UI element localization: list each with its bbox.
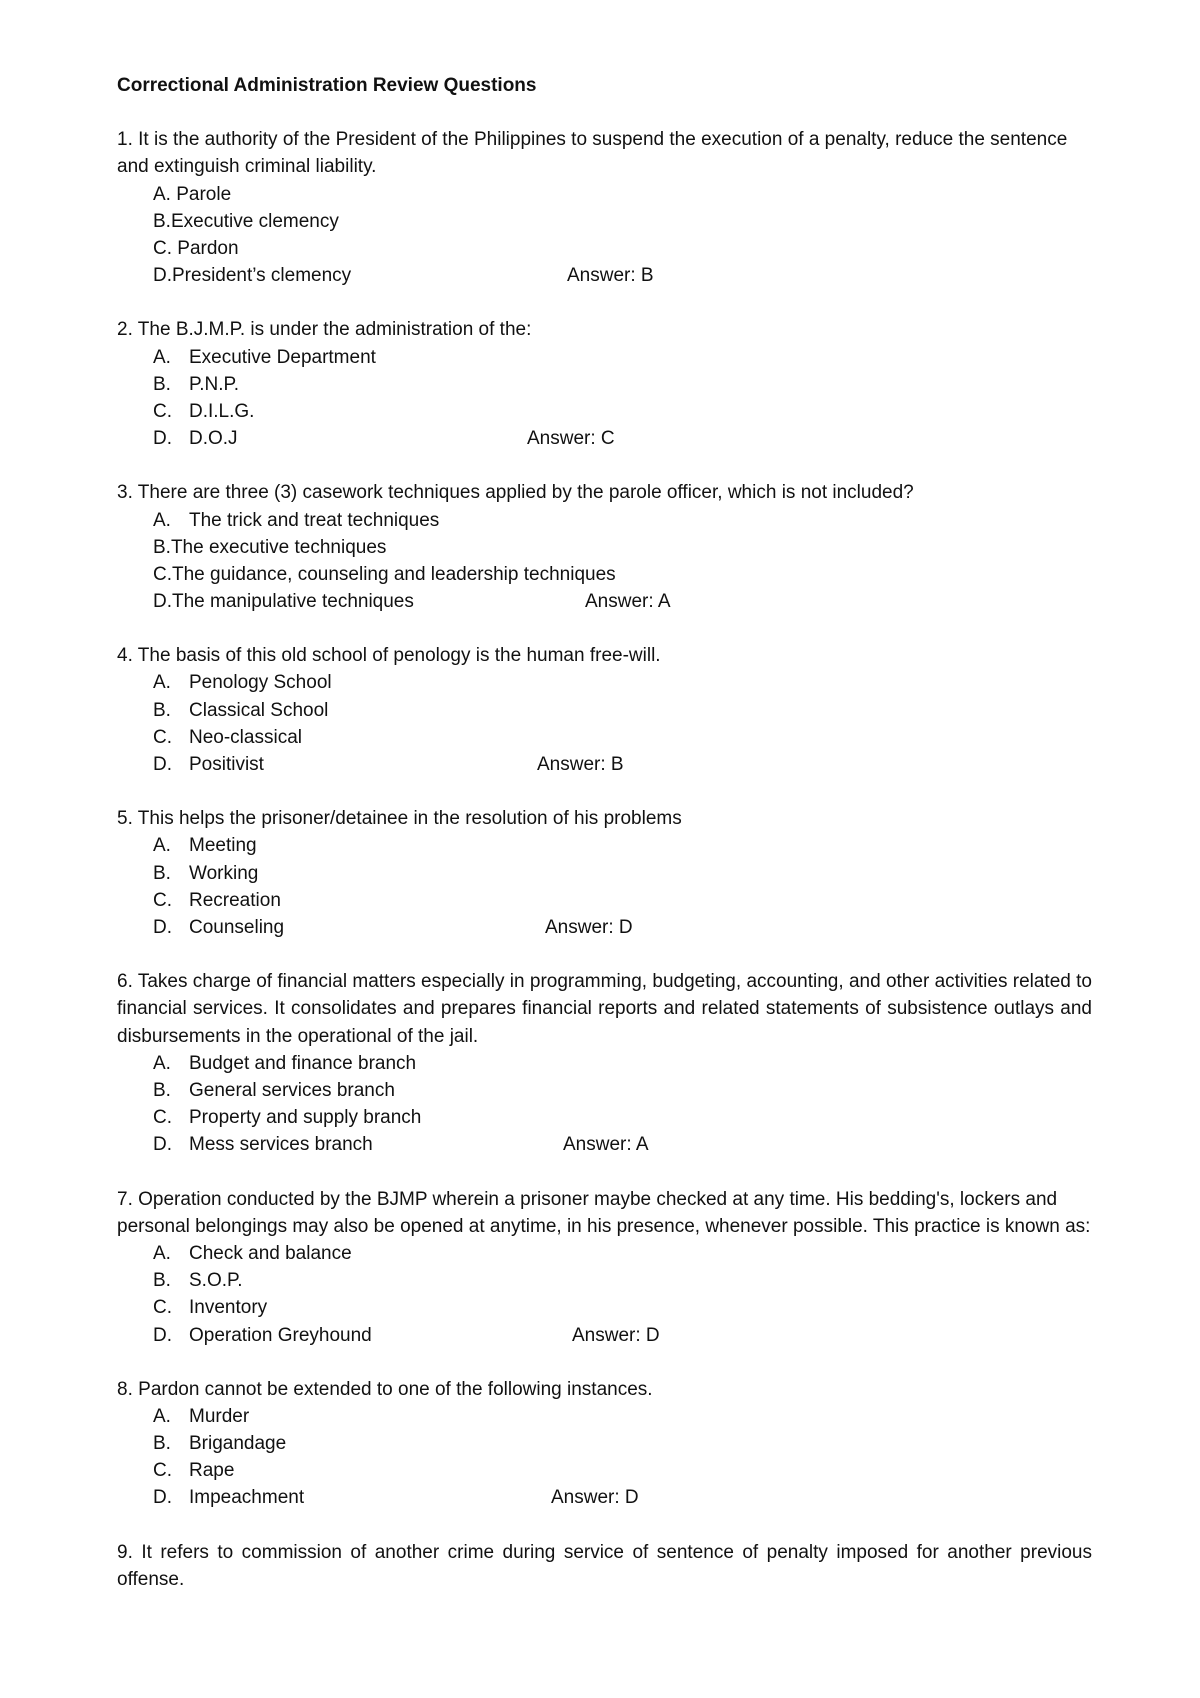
- option-letter: B.: [153, 862, 171, 884]
- question-text: The basis of this old school of penology is the human free-will.: [137, 645, 661, 667]
- option-letter: A.: [153, 672, 171, 694]
- option-a: [117, 181, 1092, 208]
- option-letter: A.: [153, 1405, 171, 1427]
- answer-label: Answer: B: [537, 754, 624, 776]
- option-list: [117, 507, 1092, 616]
- option-letter: B.: [153, 1079, 171, 1101]
- question-3: [117, 479, 1092, 615]
- option-text: Recreation: [189, 889, 281, 911]
- option-letter: D.: [153, 916, 172, 938]
- option-b: [117, 1077, 1092, 1104]
- option-c: [117, 1457, 1092, 1484]
- option-letter: B.: [153, 699, 171, 721]
- question-number: 2.: [117, 319, 133, 341]
- question-stem: [117, 479, 1092, 506]
- option-text: The guidance, counseling and leadership techniques: [172, 563, 616, 585]
- option-letter: C.: [153, 237, 172, 259]
- option-text: Murder: [189, 1405, 250, 1427]
- option-text: Meeting: [189, 835, 257, 857]
- option-letter: B.: [153, 1270, 171, 1292]
- option-letter: D.: [153, 1324, 172, 1346]
- option-b: [117, 697, 1092, 724]
- option-c: [117, 724, 1092, 751]
- option-text: P.N.P.: [189, 373, 240, 395]
- option-d: [117, 751, 1092, 778]
- option-letter: D.: [153, 591, 172, 613]
- option-text: Operation Greyhound: [189, 1324, 372, 1346]
- question-stem: [117, 805, 1092, 832]
- option-text: Pardon: [177, 237, 239, 259]
- option-letter: D.: [153, 754, 172, 776]
- question-stem: [117, 1186, 1092, 1240]
- question-2: [117, 316, 1092, 452]
- option-a: [117, 1240, 1092, 1267]
- question-5: [117, 805, 1092, 941]
- option-text: Counseling: [189, 916, 285, 938]
- option-a: [117, 832, 1092, 859]
- option-text: Impeachment: [189, 1487, 305, 1509]
- option-text: The executive techniques: [170, 536, 387, 558]
- answer-label: Answer: C: [527, 428, 615, 450]
- option-list: [117, 344, 1092, 453]
- question-6: [117, 968, 1092, 1158]
- option-letter: A.: [153, 1052, 171, 1074]
- option-d: [117, 425, 1092, 452]
- option-letter: C.: [153, 1460, 172, 1482]
- option-text: Rape: [189, 1460, 235, 1482]
- option-text: The trick and treat techniques: [189, 509, 440, 531]
- option-letter: A.: [153, 509, 171, 531]
- option-text: Executive clemency: [170, 210, 339, 232]
- option-list: [117, 832, 1092, 941]
- option-a: [117, 344, 1092, 371]
- option-letter: C.: [153, 400, 172, 422]
- option-text: S.O.P.: [189, 1270, 243, 1292]
- question-number: 7.: [117, 1188, 133, 1210]
- option-c: [117, 1294, 1092, 1321]
- option-text: The manipulative techniques: [172, 591, 414, 613]
- question-stem: [117, 126, 1092, 180]
- option-c: [117, 398, 1092, 425]
- option-a: [117, 1050, 1092, 1077]
- option-letter: D.: [153, 428, 172, 450]
- question-text: Operation conducted by the BJMP wherein a prisoner maybe checked at any time. His bedding's, lockers and personal belongings may also be opened at anytime, in his presence, whenever possible. This practice is known as:: [117, 1188, 1091, 1237]
- option-text: Classical School: [189, 699, 329, 721]
- answer-label: Answer: D: [545, 916, 633, 938]
- option-letter: A.: [153, 183, 171, 205]
- option-a: [117, 507, 1092, 534]
- option-letter: B.: [153, 373, 171, 395]
- option-d: [117, 1131, 1092, 1158]
- option-letter: C.: [153, 563, 172, 585]
- question-1: [117, 126, 1092, 289]
- option-b: [117, 208, 1092, 235]
- option-letter: C.: [153, 1297, 172, 1319]
- question-text: There are three (3) casework techniques applied by the parole officer, which is not included?: [137, 482, 914, 504]
- option-d: [117, 1484, 1092, 1511]
- option-text: D.O.J: [189, 428, 238, 450]
- option-letter: C.: [153, 889, 172, 911]
- answer-label: Answer: D: [551, 1487, 639, 1509]
- option-d: [117, 588, 1092, 615]
- option-c: [117, 235, 1092, 262]
- question-number: 6.: [117, 971, 133, 993]
- option-letter: C.: [153, 726, 172, 748]
- option-d: [117, 914, 1092, 941]
- option-text: General services branch: [189, 1079, 395, 1101]
- option-list: [117, 1240, 1092, 1349]
- option-text: Executive Department: [189, 346, 376, 368]
- option-letter: A.: [153, 346, 171, 368]
- question-text: This helps the prisoner/detainee in the resolution of his problems: [137, 808, 682, 830]
- option-letter: D.: [153, 1134, 172, 1156]
- answer-label: Answer: D: [572, 1324, 660, 1346]
- answer-label: Answer: A: [563, 1134, 649, 1156]
- question-text: The B.J.M.P. is under the administration of the:: [137, 319, 532, 341]
- answer-label: Answer: A: [585, 591, 671, 613]
- option-text: Inventory: [189, 1297, 268, 1319]
- option-b: [117, 1430, 1092, 1457]
- option-d: [117, 1322, 1092, 1349]
- option-text: Working: [189, 862, 259, 884]
- option-text: Positivist: [189, 754, 264, 776]
- question-text: It is the authority of the President of the Philippines to suspend the execution of a penalty, reduce the sentence and extinguish criminal liability.: [117, 129, 1068, 178]
- option-text: Penology School: [189, 672, 332, 694]
- question-stem: [117, 1539, 1092, 1593]
- question-number: 3.: [117, 482, 133, 504]
- option-letter: A.: [153, 835, 171, 857]
- question-text: Pardon cannot be extended to one of the following instances.: [138, 1378, 653, 1400]
- option-list: [117, 1403, 1092, 1512]
- document-title: Correctional Administration Review Questions: [117, 75, 537, 96]
- question-number: 8.: [117, 1378, 133, 1400]
- question-stem: [117, 642, 1092, 669]
- option-text: Parole: [176, 183, 232, 205]
- option-letter: B.: [153, 1433, 171, 1455]
- option-list: [117, 669, 1092, 778]
- option-b: [117, 534, 1092, 561]
- option-text: Neo-classical: [189, 726, 302, 748]
- option-text: Property and supply branch: [189, 1107, 422, 1129]
- option-letter: D.: [153, 1487, 172, 1509]
- option-a: [117, 669, 1092, 696]
- option-c: [117, 1104, 1092, 1131]
- option-letter: B.: [153, 210, 171, 232]
- option-text: Brigandage: [189, 1433, 287, 1455]
- question-7: [117, 1186, 1092, 1349]
- option-letter: C.: [153, 1107, 172, 1129]
- question-text: It refers to commission of another crime during service of sentence of penalty imposed for another previous offense.: [117, 1541, 1092, 1590]
- question-9: [117, 1539, 1092, 1593]
- option-c: [117, 561, 1092, 588]
- question-4: [117, 642, 1092, 778]
- question-number: 9.: [117, 1541, 133, 1563]
- option-list: [117, 1050, 1092, 1159]
- option-c: [117, 887, 1092, 914]
- option-text: Mess services branch: [189, 1134, 373, 1156]
- option-letter: A.: [153, 1242, 171, 1264]
- question-number: 5.: [117, 808, 133, 830]
- question-number: 1.: [117, 129, 133, 151]
- question-8: [117, 1376, 1092, 1512]
- option-list: [117, 181, 1092, 290]
- question-stem: [117, 316, 1092, 343]
- option-text: Budget and finance branch: [189, 1052, 417, 1074]
- document-page: [117, 72, 1092, 1620]
- option-d: [117, 262, 1092, 289]
- option-text: D.I.L.G.: [189, 400, 255, 422]
- option-b: [117, 860, 1092, 887]
- question-stem: [117, 968, 1092, 1050]
- option-b: [117, 371, 1092, 398]
- option-b: [117, 1267, 1092, 1294]
- question-text: Takes charge of financial matters especially in programming, budgeting, accounting, and other activities related to financial services. It consolidates and prepares financial reports and related statements of subsistence outlays and disbursements in the operational of the jail.: [117, 971, 1093, 1047]
- option-text: Check and balance: [189, 1242, 352, 1264]
- question-stem: [117, 1376, 1092, 1403]
- option-letter: D.: [153, 265, 172, 287]
- question-number: 4.: [117, 645, 133, 667]
- option-a: [117, 1403, 1092, 1430]
- answer-label: Answer: B: [567, 265, 654, 287]
- option-text: President’s clemency: [172, 265, 352, 287]
- option-letter: B.: [153, 536, 171, 558]
